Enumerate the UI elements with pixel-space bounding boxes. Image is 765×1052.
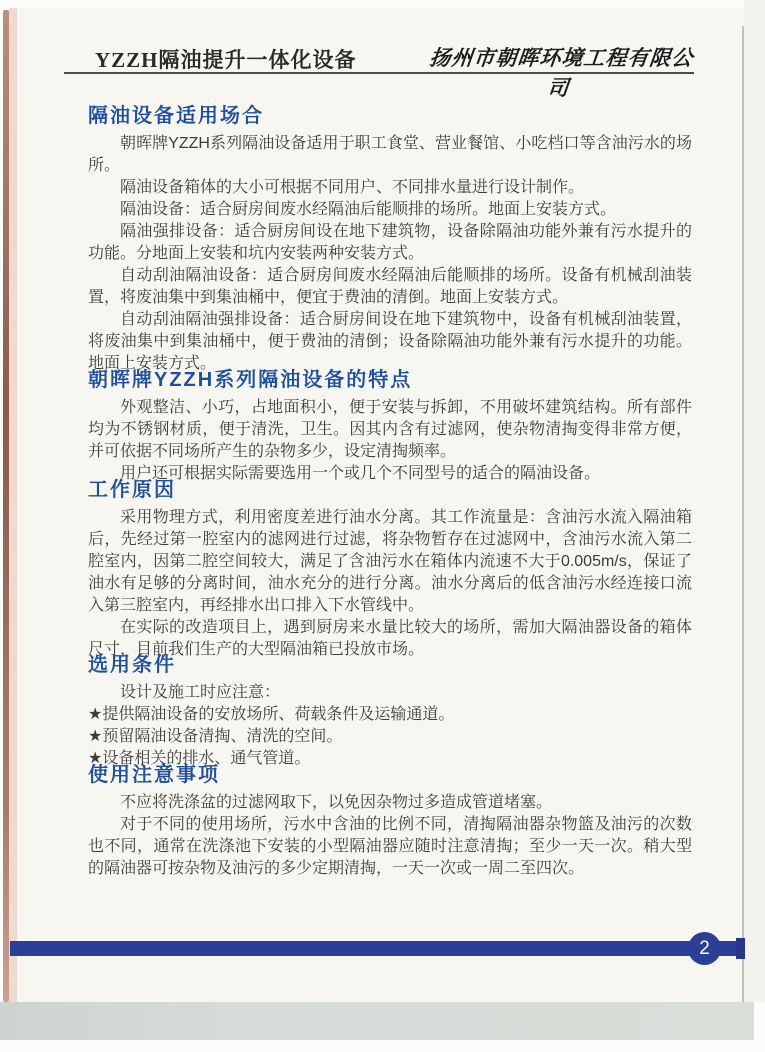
paragraph: 隔油设备：适合厨房间废水经隔油后能顺排的场所。地面上安装方式。 xyxy=(120,201,617,218)
section-heading: 朝晖牌YZZH系列隔油设备的特点 xyxy=(88,369,413,391)
scan-left-pink-strip xyxy=(9,8,17,1002)
section-heading: 选用条件 xyxy=(88,654,176,676)
section-working-principle xyxy=(88,478,692,661)
footer-bar xyxy=(10,941,738,956)
section-heading: 使用注意事项 xyxy=(88,764,220,786)
page-number-badge: 2 xyxy=(688,932,721,965)
bullet-item: ★预留隔油设备清掏、清洗的空间。 xyxy=(88,728,343,745)
footer-bar-endcap xyxy=(736,938,745,959)
paragraph: 不应将洗涤盆的过滤网取下，以免因杂物过多造成管道堵塞。 xyxy=(120,794,553,811)
paragraph: 用户还可根据实际需要选用一个或几个不同型号的适合的隔油设备。 xyxy=(120,465,601,482)
scan-right-strip xyxy=(744,0,765,1002)
section-heading: 工作原因 xyxy=(88,479,176,501)
paragraph: 采用物理方式，利用密度差进行油水分离。其工作流量是：含油污水流入隔油箱后，先经过第一腔室内的滤网进行过滤，将杂物暂存在过滤网中，含油污水流入第二腔室内，因第二腔空间较大，满足了含油污水在箱体内流速不大于0.005m/s，保证了油水有足够的分离时间，油水充分的进行分离。油水分离后的低含油污水经连接口流入第三腔室内，再经排水出口排入下水管线中。 xyxy=(88,509,692,614)
section-application-scenarios xyxy=(88,104,692,375)
section-heading: 隔油设备适用场合 xyxy=(88,105,264,127)
section-selection-conditions xyxy=(88,653,692,770)
bullet-item: ★提供隔油设备的安放场所、荷载条件及运输通道。 xyxy=(88,706,455,723)
paragraph: 隔油设备箱体的大小可根据不同用户、不同排水量进行设计制作。 xyxy=(120,179,585,196)
paragraph: 自动刮油隔油强排设备：适合厨房间设在地下建筑物中，设备有机械刮油装置，将废油集中到集油桶中，便于费油的清倒；设备除隔油功能外兼有污水提升的功能。地面上安装方式。 xyxy=(88,311,692,372)
company-name: 扬州市朝晖环境工程有限公司 xyxy=(428,46,695,100)
paragraph: 朝晖牌YZZH系列隔油设备适用于职工食堂、营业餐馆、小吃档口等含油污水的场所。 xyxy=(88,135,692,174)
scan-bottom-gray-strip xyxy=(0,1002,754,1040)
bullet-item: ★设备相关的排水、通气管道。 xyxy=(88,750,311,767)
paragraph: 隔油强排设备：适合厨房间设在地下建筑物，设备除隔油功能外兼有污水提升的功能。分地面上安装和坑内安装两种安装方式。 xyxy=(88,223,692,262)
paragraph: 外观整洁、小巧，占地面积小，便于安装与拆卸，不用破坏建筑结构。所有部件均为不锈钢材质，便于清洗，卫生。因其内含有过滤网，使杂物清掏变得非常方便，并可依据不同场所产生的杂物多少，设定清掏频率。 xyxy=(88,399,692,460)
header-divider xyxy=(64,72,694,74)
section-product-features xyxy=(88,368,692,485)
paragraph: 自动刮油隔油设备：适合厨房间废水经隔油后能顺排的场所。设备有机械刮油装置，将废油集中到集油桶中，便宜于费油的清倒。地面上安装方式。 xyxy=(88,267,692,306)
section-usage-precautions xyxy=(88,763,692,880)
document-title: YZZH隔油提升一体化设备 xyxy=(95,48,357,72)
paragraph: 在实际的改造项目上，遇到厨房来水量比较大的场所，需加大隔油器设备的箱体尺寸，目前我们生产的大型隔油箱已投放市场。 xyxy=(88,619,692,658)
paragraph: 对于不同的使用场所，污水中含油的比例不同，清掏隔油器杂物篮及油污的次数也不同，通常在洗涤池下安装的小型隔油器应随时注意清掏；至少一天一次。稍大型的隔油器可按杂物及油污的多少定期清掏，一天一次或一周二至四次。 xyxy=(88,816,692,877)
paragraph: 设计及施工时应注意： xyxy=(120,684,281,701)
